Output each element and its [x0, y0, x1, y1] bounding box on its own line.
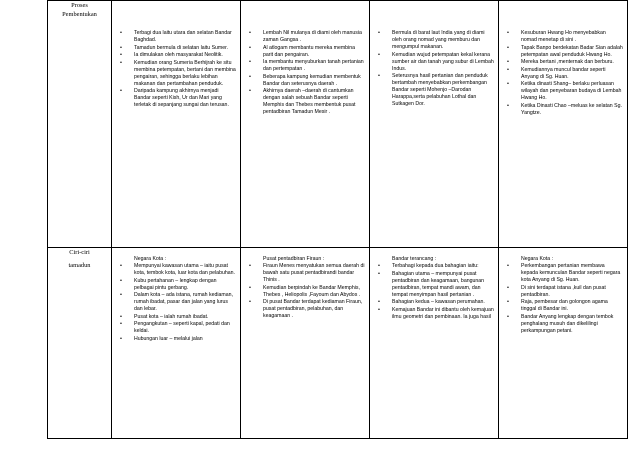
bullet-icon: • [378, 270, 380, 277]
list-item-text: Tamadun bermula di selatan laitu Sumer. [134, 44, 229, 51]
list-item-text: Firaun Menes menyatukan semua daerah di bawah satu pusat pentadbirandi bandar Thinis . [263, 263, 365, 283]
bullet-icon: • [507, 284, 509, 291]
row-label-line: Pembentukan [62, 11, 97, 18]
table-row-proses-pembentukan [48, 1, 628, 248]
bullet-icon: • [249, 59, 251, 65]
list-item-text: Al atlogam membantu mereka membina parit dan pengairan. [263, 44, 355, 58]
bullet-icon: • [249, 284, 251, 291]
bullet-icon: • [507, 299, 509, 305]
list-item-text: Pengangkutan – seperti kapal, pedati dan keldai. [134, 321, 230, 334]
row-label-line: Proses [71, 2, 88, 9]
document-table [47, 0, 628, 439]
list-item-text: Di sini terdapat istana ,kuil dan pusat pentadbiran. [521, 284, 606, 298]
list-item-text: Hubungan luar – melalui jalan [134, 335, 203, 342]
list-item [499, 314, 623, 335]
bullet-icon: • [507, 263, 509, 269]
list-item-text: Kemudian orang Sumeria Berhijrah ke situ membina petempatan, bertani dan membina pengairan, sehingga berlaku lebihan makanan dan pertambahan penduduk. [134, 59, 236, 87]
list-item [112, 60, 236, 88]
cell-title: Bandar terancang : [392, 256, 437, 262]
bullet-icon: • [120, 52, 122, 58]
list-item [112, 30, 236, 44]
list-item-text: Ketika dinasti Shang– berlaku perluasan wilayah dan penyebaran budaya di Lembah Hwang Ho. [521, 81, 622, 101]
bullet-list [499, 263, 627, 335]
list-item-text: Perkembangan pertanian membawa kepada kemunculan Bandar seperti negara kota Anyang di Sg. Huan. [521, 263, 621, 283]
cell-title: Negara Kota : [521, 256, 554, 262]
bullet-list [112, 263, 240, 343]
list-item [112, 52, 236, 59]
bullet-icon: • [120, 263, 122, 269]
list-item [370, 263, 494, 270]
bullet-list [370, 30, 498, 108]
list-item [499, 263, 623, 284]
list-item-text: Kemudian berpindah ke Bandar Memphis, Thebes , Heliopolis ,Fayoum dan Abydos . [263, 284, 361, 298]
row-label-line: tamadun [68, 262, 91, 269]
list-item-text: Daripada kampung akhirnya menjadi Bandar seperti Kish, Ur dan Mari yang terletak di sepanjang sungai dan terusan. [134, 88, 229, 108]
list-item [370, 30, 494, 51]
bullet-icon: • [378, 73, 380, 79]
list-item-text: Bermula di barat laut India yang di diami oleh orang nomad yang memburu dan mengumpul makanan. [392, 30, 485, 50]
list-item-text: Tapak Banpo berdekatan Badar Sian adalah petempatan awal penduduk Hwang Ho. [521, 44, 623, 58]
bullet-icon: • [507, 81, 509, 87]
bullet-icon: • [378, 30, 380, 36]
list-item [499, 30, 623, 44]
bullet-list [241, 263, 369, 320]
list-item-text: Mereka bertani ,menternak dan berburu. [521, 59, 614, 65]
list-item [112, 292, 236, 313]
bullet-icon: • [378, 299, 380, 305]
list-item-text: Raja, pembesar dan golongon agama tinggal di Bandar ini. [521, 299, 608, 312]
list-item [370, 73, 494, 108]
list-item-text: Lembah Nil mulanya di diami oleh manusia zaman Gangsa . [263, 30, 362, 43]
list-item [112, 278, 236, 292]
bullet-icon: • [507, 102, 509, 109]
bullet-icon: • [249, 73, 251, 80]
cell-mesir [241, 1, 370, 248]
bullet-icon: • [120, 335, 122, 342]
cell-mesopotamia [112, 248, 241, 439]
list-item [241, 30, 365, 44]
list-item [499, 59, 623, 66]
list-item [499, 67, 623, 81]
list-item [499, 103, 623, 117]
bullet-icon: • [507, 313, 509, 320]
list-item [499, 81, 623, 102]
list-item [112, 263, 236, 277]
row-label-line: Ciri-ciri [69, 249, 90, 256]
list-item-text: Dalam kota – ada istana, rumah kediaman, rumah ibadat, pasar dan jalan yang lurus dan lebar. [134, 292, 233, 312]
row-label-cell [48, 1, 112, 248]
list-item-text: Bahagian utama – mempunyai pusat pentadbiran dan keagamaan, bangunan pentadbiran, tempat mandi awam, dan tempat menyimpan hasil pertanian . [392, 270, 485, 298]
list-item [499, 45, 623, 59]
list-item [370, 271, 494, 299]
list-item [112, 88, 236, 109]
list-item-text: Ketika Dinasti Chao –meluas ke selatan Sg. Yangtze. [521, 102, 622, 116]
cell-mesopotamia [112, 1, 241, 248]
list-item-text: Bahagian kedua – kawasan perumahan. [392, 299, 485, 305]
table-row-ciri-ciri-tamadun [48, 248, 628, 439]
list-item-text: Kemudian wujud petempatan kekal kerana sumber air dan tanah yang subur di Lembah Indus. [392, 51, 494, 72]
list-item [370, 52, 494, 73]
bullet-icon: • [120, 277, 122, 284]
cell-hwang-ho [499, 1, 628, 248]
list-item-text: Bandar Anyang lengkap dengan tembok penghalang musuh dan dikelilingi perkampungan petani. [521, 313, 614, 334]
list-item-text: Seterusnya hasil pertanian dan penduduk bertambah menyebabkan perkembangan Bandar seperti Mohenjo –Darodan Harappa,serta pelabuhan Lothal dan Sutkagen Dor. [392, 73, 488, 107]
bullet-icon: • [120, 30, 122, 36]
list-item [499, 285, 623, 299]
cell-title: Negara Kota : [134, 256, 167, 262]
bullet-icon: • [120, 59, 122, 66]
list-item-text: Di pusat Bandar terdapat kediaman Firaun, pusat pentadbiran, pelabuhan, dan keagamaan . [263, 299, 363, 319]
list-item [370, 299, 494, 306]
list-item-text: Kemajuan Bandar ini dibantu oleh kemajuan ilmu geometri dan pembinaan. Ia juga hasil [392, 306, 494, 320]
bullet-icon: • [507, 44, 509, 51]
list-item-text: Kemudiannya muncul bandar seperti Anyang di Sg. Huan. [521, 66, 606, 80]
bullet-icon: • [507, 66, 509, 73]
list-item [241, 59, 365, 73]
bullet-icon: • [120, 313, 122, 320]
list-item-text: Terbahagi kepada dua bahagian iaitu: [392, 263, 479, 269]
bullet-list [370, 263, 498, 321]
bullet-icon: • [249, 88, 251, 94]
list-item [241, 88, 365, 116]
list-item-text: Kubu pertahanan – lengkap dengan pelbagai pintu gerbang. [134, 277, 217, 291]
bullet-icon: • [120, 44, 122, 51]
list-item [112, 336, 236, 343]
bullet-icon: • [249, 263, 251, 269]
bullet-icon: • [378, 263, 380, 269]
cell-indus [370, 1, 499, 248]
list-item-text: Ia membantu menyuburkan tanah pertanian dan pertempatan . [263, 59, 364, 72]
list-item [370, 307, 494, 321]
bullet-icon: • [378, 306, 380, 313]
list-item [112, 314, 236, 321]
list-item-text: Terbagi dua laitu utara dan selatan Bandar Baghdad. [134, 30, 232, 43]
list-item [241, 74, 365, 88]
list-item-text: Beberapa kampung kemudian membentuk Bandar dan seterusnya daerah . [263, 73, 361, 87]
row-label-cell [48, 248, 112, 439]
bullet-icon: • [507, 59, 509, 65]
bullet-icon: • [120, 292, 122, 298]
list-item [241, 263, 365, 284]
cell-title: Pusat pentadbiran Firaun : [263, 256, 325, 262]
list-item [112, 45, 236, 52]
list-item-text: Kesuburan Hwang Ho menyebabkan nomad menetap di sini . [521, 30, 606, 43]
list-item-text: Ia dimulakan oleh masyarakat Neolitik. [134, 52, 223, 58]
bullet-list [112, 30, 240, 109]
bullet-list [241, 30, 369, 116]
list-item [241, 45, 365, 59]
cell-indus [370, 248, 499, 439]
list-item-text: Akhirnya daerah –daerah di cantumkan dengan salah sebuah Bandar seperti Memphis dan Thebes membentuk pusat pentadbiran Tamadun Mesir . [263, 88, 356, 115]
bullet-icon: • [378, 51, 380, 58]
list-item-text: Mempunyai kawasan utama – iaitu pusat kota, tembok kota, luar kota dan pelabuhan. [134, 263, 235, 276]
bullet-icon: • [507, 30, 509, 36]
cell-mesir [241, 248, 370, 439]
list-item [499, 299, 623, 313]
bullet-icon: • [120, 321, 122, 327]
cell-hwang-ho [499, 248, 628, 439]
list-item-text: Pusat kota – ialah rumah ibadat. [134, 313, 209, 320]
list-item [112, 321, 236, 335]
bullet-icon: • [249, 299, 251, 305]
bullet-icon: • [249, 44, 251, 51]
bullet-icon: • [120, 88, 122, 94]
bullet-icon: • [249, 30, 251, 36]
bullet-list [499, 30, 627, 117]
list-item [241, 299, 365, 320]
list-item [241, 285, 365, 299]
